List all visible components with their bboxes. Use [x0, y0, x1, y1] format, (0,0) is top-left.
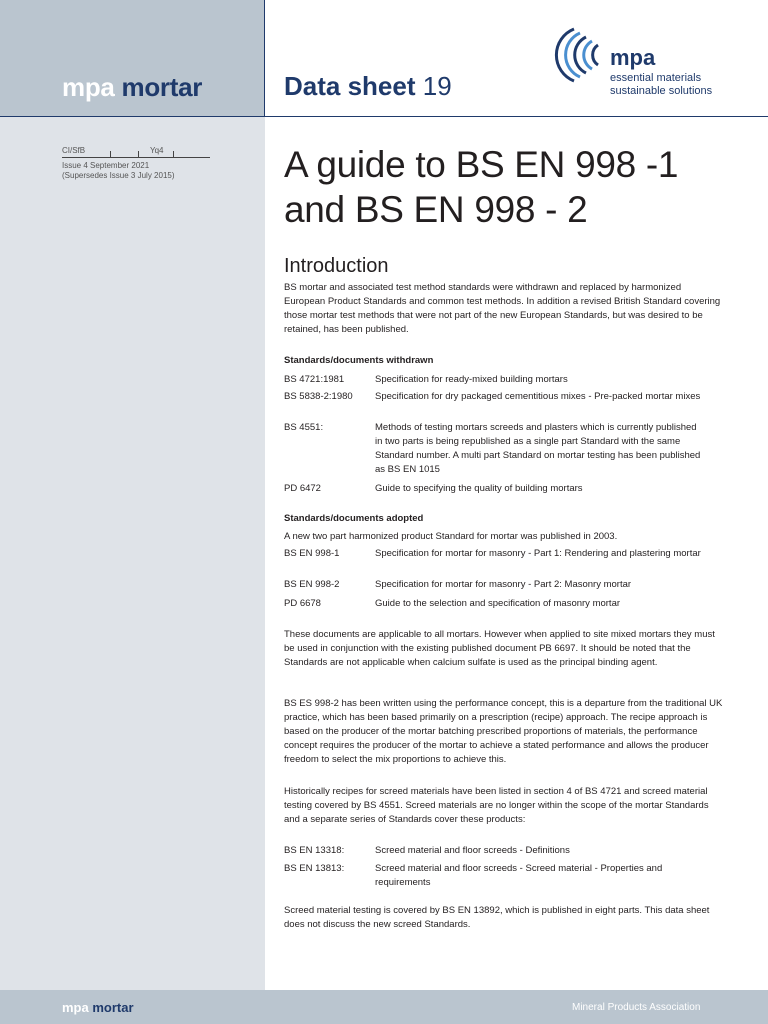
mpa-logo-icon — [544, 25, 610, 85]
logo-tagline-2: sustainable solutions — [610, 85, 713, 97]
body-paragraph-3: Historically recipes for screed materials have been listed in section 4 of BS 4721 and screed material testing covered by BS 4551. Screed materials are no longer within the scope of the mortar Standards and a separate series of Standards cover these products: — [284, 786, 709, 825]
logo-tagline-1: essential materials — [610, 72, 702, 84]
cisfb-code: Yq4 — [150, 146, 164, 155]
standard-code: BS EN 998-2 — [284, 579, 340, 590]
standard-code: PD 6472 — [284, 483, 321, 494]
intro-paragraph: BS mortar and associated test method standards were withdrawn and replaced by harmonized European Product Standards and common test methods. In addition a revised British Standard covering those mortar test methods that were not part of the new European Standards, but was desired to be retained, has been published. — [284, 282, 721, 335]
datasheet-label: Data sheet — [284, 71, 416, 101]
withdrawn-heading: Standards/documents withdrawn — [284, 355, 434, 366]
body-paragraph-2: BS ES 998-2 has been written using the performance concept, this is a departure from the traditional UK practice, which has been based primarily on a prescription (recipe) approach. The recipe approach is based on the producer of the mortar batching prescribed proportions of materials, the performance concept requires the producer of the mortar to achieve a stated performance and allows the producer freedom to select the mix proportions to achieve this. — [284, 698, 723, 765]
issue-info — [62, 161, 175, 181]
datasheet-number: 19 — [422, 71, 452, 101]
adopted-heading: Standards/documents adopted — [284, 513, 424, 524]
standard-code: BS 4551: — [284, 422, 324, 433]
footer-brand-part2: mortar — [92, 1000, 134, 1015]
brand-part1: mpa — [62, 72, 115, 102]
footer-org: Mineral Products Association — [572, 1002, 701, 1013]
footer-brand-part1: mpa — [62, 1000, 89, 1015]
logo-word: mpa — [610, 45, 656, 70]
standard-desc: Screed material and floor screeds - Screed material - Properties and requirements — [375, 863, 663, 888]
page-title — [284, 142, 744, 232]
standard-code: BS 4721:1981 — [284, 374, 345, 385]
standard-desc: Guide to specifying the quality of building mortars — [375, 483, 583, 494]
title-line-2: and BS EN 998 - 2 — [284, 189, 588, 230]
standard-desc: Specification for mortar for masonry - Part 1: Rendering and plastering mortar — [375, 548, 701, 559]
mpa-logo — [544, 25, 744, 105]
footer — [0, 990, 768, 1024]
brand-part2: mortar — [121, 72, 203, 102]
intro-heading: Introduction — [284, 255, 389, 277]
standard-code: PD 6678 — [284, 598, 321, 609]
footer-brand — [62, 1000, 134, 1015]
cisfb-label: CI/SfB — [62, 146, 86, 155]
header-divider — [264, 0, 265, 117]
standard-desc: Specification for mortar for masonry - Part 2: Masonry mortar — [375, 579, 632, 590]
standard-code: BS EN 13318: — [284, 845, 345, 856]
standard-desc: Methods of testing mortars screeds and plasters which is currently published in two parts is being republished as a single part Standard with the same Standard number. A multi part Standard on mortar testing has been published as BS EN 1015 — [375, 422, 701, 475]
standard-code: BS EN 998-1 — [284, 548, 340, 559]
issue-date: Issue 4 September 2021 — [62, 161, 150, 170]
body-paragraph-1: These documents are applicable to all mortars. However when applied to site mixed mortars they must be used in conjunction with the existing published document PB 6697. It should be noted that the Standards are not applicable when calcium sulfate is used as the principal binding agent. — [284, 629, 715, 668]
classification-line — [62, 157, 210, 158]
standard-desc: Specification for ready-mixed building mortars — [375, 374, 568, 385]
standard-code: BS 5838-2:1980 — [284, 391, 353, 402]
adopted-intro: A new two part harmonized product Standard for mortar was published in 2003. — [284, 531, 618, 542]
datasheet-title — [284, 71, 452, 102]
standard-desc: Specification for dry packaged cementitious mixes - Pre-packed mortar mixes — [375, 391, 701, 402]
body-paragraph-4: Screed material testing is covered by BS EN 13892, which is published in eight parts. This data sheet does not discuss the new screed Standards. — [284, 905, 710, 930]
brand-title — [62, 72, 202, 103]
standard-code: BS EN 13813: — [284, 863, 345, 874]
standard-desc: Screed material and floor screeds - Definitions — [375, 845, 570, 856]
supersedes-note: (Supersedes Issue 3 July 2015) — [62, 171, 175, 180]
standard-desc: Guide to the selection and specification of masonry mortar — [375, 598, 621, 609]
header-rule — [0, 116, 768, 117]
title-line-1: A guide to BS EN 998 -1 — [284, 144, 679, 185]
